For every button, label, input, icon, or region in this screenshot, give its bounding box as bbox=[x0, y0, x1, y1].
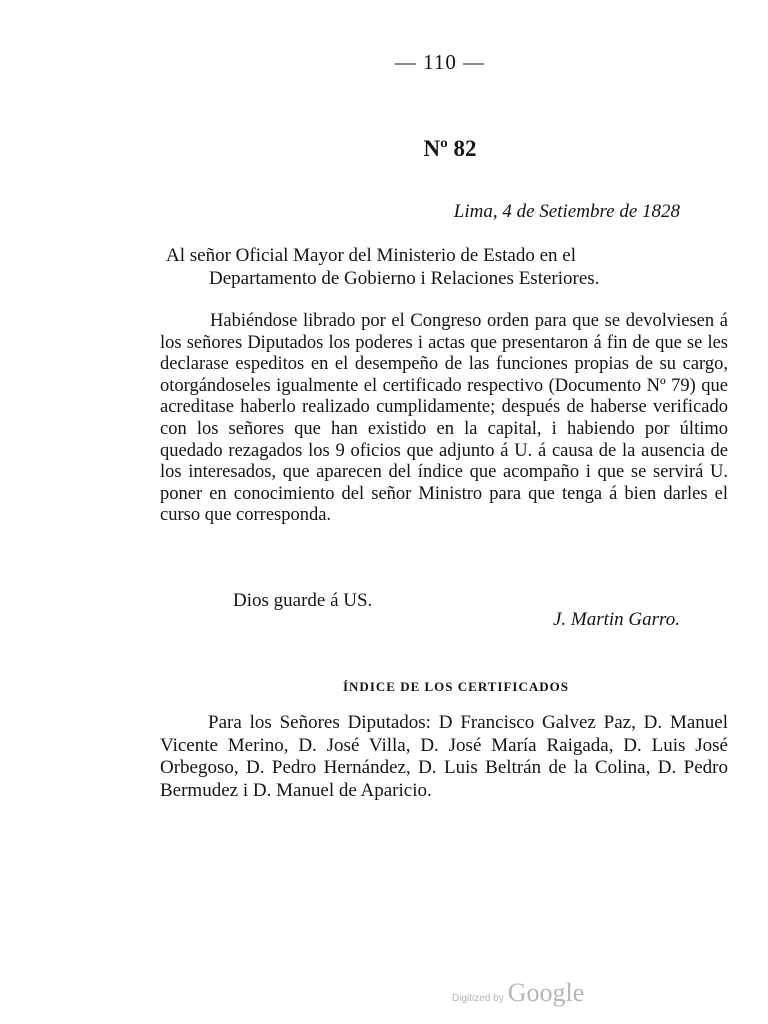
letter-body: Habiéndose librado por el Congreso orden para que se devolviesen á los señores Diputados los poderes i actas que presentaron á fin de que se les declarase espeditos en el desempeño de las funciones propias de su cargo, otorgándoseles igualmente el certificado respectivo (Documento Nº 79) que acreditase haberlo realizado cumplidamente; después de haberse verificado con los señores que han existido en la capital, i habiendo por último quedado rezagados los 9 oficios que adjunto á U. á causa de la ausencia de los interesados, que aparecen del índice que acompaño i que se servirá U. poner en conocimiento del señor Ministro para que tenga á bien darles el curso que corresponda. bbox=[160, 311, 728, 526]
dateline: Lima, 4 de Setiembre de 1828 bbox=[453, 201, 680, 222]
signature: J. Martin Garro. bbox=[552, 609, 680, 630]
watermark-brand: Google bbox=[507, 978, 585, 1007]
watermark-prefix: Digitized by bbox=[452, 993, 504, 1004]
page-number: — 110 — bbox=[394, 50, 486, 74]
closing-formula: Dios guarde á US. bbox=[233, 590, 373, 611]
document-number: Nº 82 bbox=[423, 136, 477, 161]
digitization-watermark bbox=[452, 978, 584, 1008]
addressee bbox=[166, 244, 730, 290]
addressee-line-1: Al señor Oficial Mayor del Ministerio de Estado en el bbox=[166, 245, 576, 266]
addressee-line-2: Departamento de Gobierno i Relaciones Esteriores. bbox=[209, 268, 600, 289]
index-body: Para los Señores Diputados: D Francisco Galvez Paz, D. Manuel Vicente Merino, D. José Villa, D. José María Raigada, D. Luis José Orbegoso, D. Pedro Hernández, D. Luis Beltrán de la Colina, D. Pedro Bermudez i D. Manuel de Aparicio. bbox=[160, 712, 728, 801]
index-heading: ÍNDICE DE LOS CERTIFICADOS bbox=[342, 679, 569, 694]
